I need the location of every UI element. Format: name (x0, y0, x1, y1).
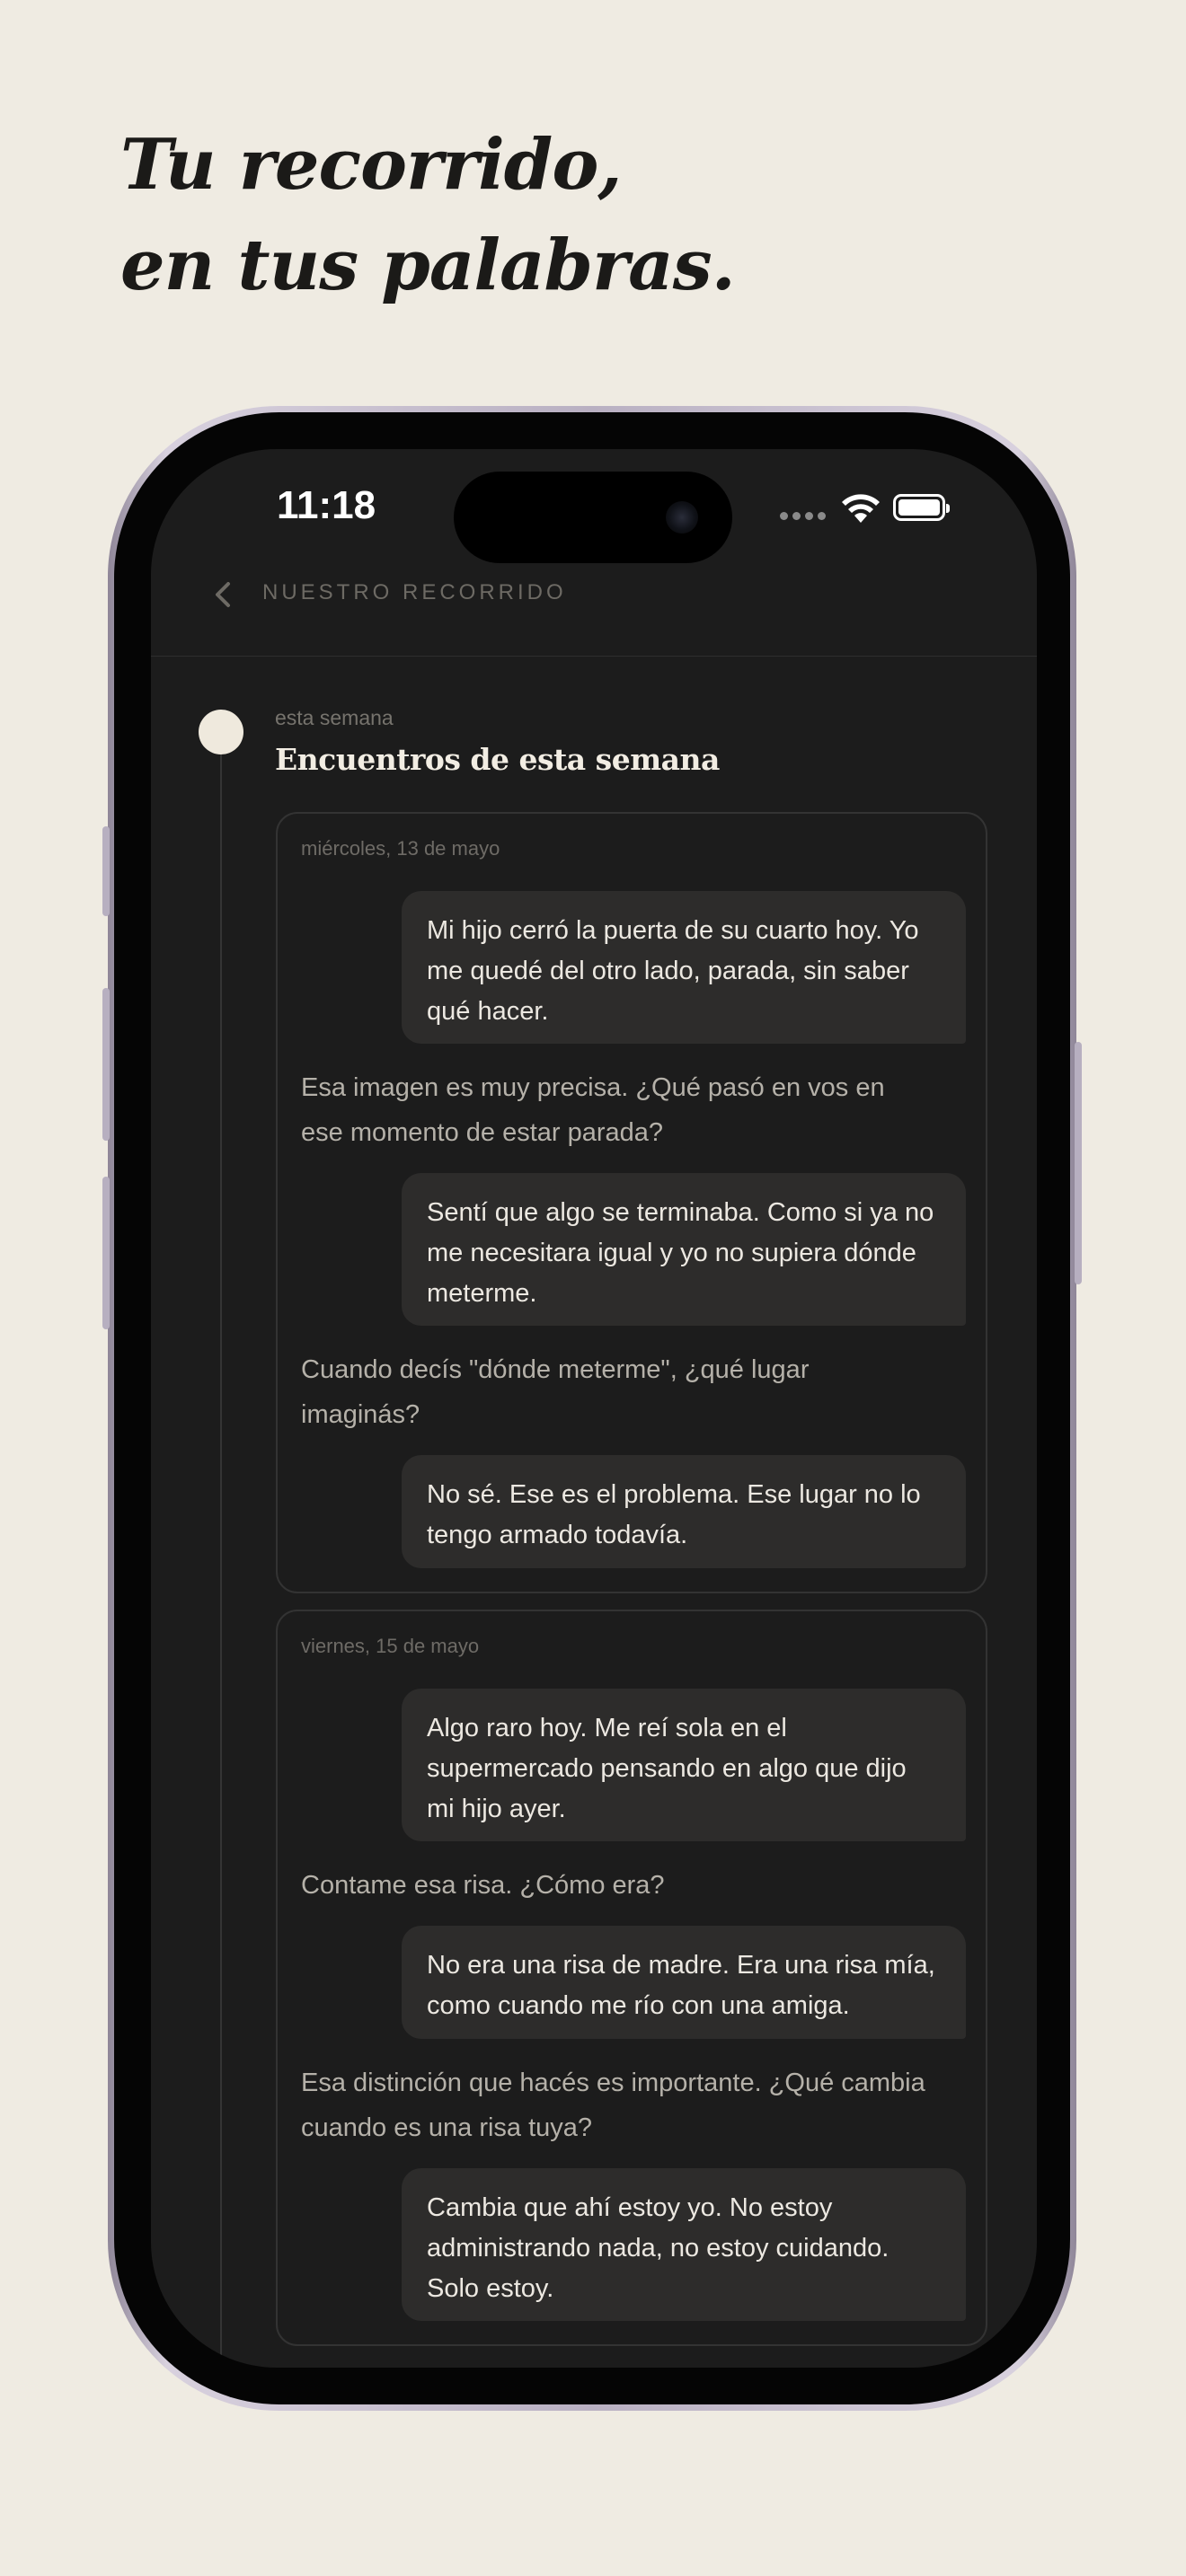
user-message: No era una risa de madre. Era una risa mía, como cuando me río con una amiga. (402, 1926, 966, 2039)
timeline-dot (199, 710, 243, 754)
status-time: 11:18 (277, 483, 376, 527)
app-reply: Esa distinción que hacés es importante. ¿Qué cambia cuando es una risa tuya? (301, 2069, 925, 2142)
wifi-icon (839, 490, 882, 526)
user-message: Sentí que algo se terminaba. Como si ya no me necesitara igual y yo no supiera dónde meterme. (402, 1173, 966, 1326)
chevron-left-icon[interactable] (207, 577, 243, 613)
user-message: Mi hijo cerró la puerta de su cuarto hoy. Yo me quedé del otro lado, parada, sin saber qué hacer. (402, 891, 966, 1044)
user-message: Algo raro hoy. Me reí sola en el supermercado pensando en algo que dijo mi hijo ayer. (402, 1689, 966, 1841)
app-reply: Cuando decís "dónde meterme", ¿qué lugar imaginás? (301, 1355, 810, 1429)
battery-icon (893, 494, 945, 521)
section-title: Encuentros de esta semana (275, 742, 720, 777)
conversation-card (276, 1610, 987, 2346)
timeline-line (220, 745, 222, 2368)
volume-down-button (102, 1177, 110, 1329)
headline-line-2: en tus palabras. (120, 225, 735, 306)
user-message: Cambia que ahí estoy yo. No estoy administrando nada, no estoy cuidando. Solo estoy. (402, 2168, 966, 2321)
nav-title: NUESTRO RECORRIDO (262, 580, 567, 604)
power-button (1075, 1042, 1082, 1284)
headline-line-1: Tu recorrido, (120, 124, 622, 206)
cellular-signal-icon (780, 512, 826, 520)
conversation-date: miércoles, 13 de mayo (301, 837, 500, 860)
phone-screen (151, 449, 1037, 2368)
conversation-card (276, 812, 987, 1593)
action-button (102, 826, 110, 916)
section-eyebrow: esta semana (275, 706, 394, 729)
app-reply: Contame esa risa. ¿Cómo era? (301, 1871, 665, 1900)
conversation-date: viernes, 15 de mayo (301, 1635, 480, 1657)
headline (120, 115, 735, 316)
user-message: No sé. Ese es el problema. Ese lugar no lo tengo armado todavía. (402, 1455, 966, 1568)
app-reply: Esa imagen es muy precisa. ¿Qué pasó en vos en ese momento de estar parada? (301, 1073, 885, 1147)
camera-icon (666, 501, 698, 534)
volume-up-button (102, 988, 110, 1141)
nav-divider (151, 656, 1037, 657)
